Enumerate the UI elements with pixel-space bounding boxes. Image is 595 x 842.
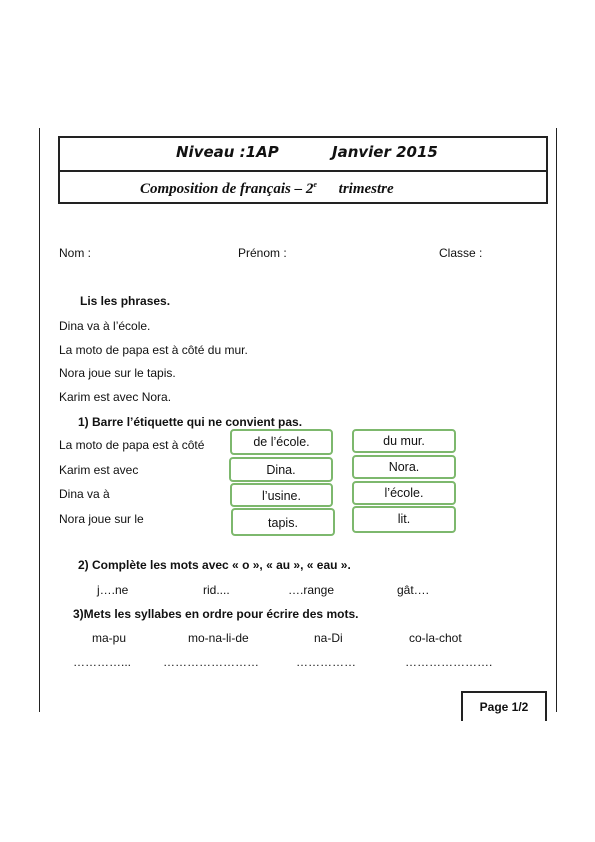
ex3-syllables-1: ma-pu [92,631,127,645]
ex3-syllables-4: co-la-chot [409,631,462,645]
sentence-3: Nora joue sur le tapis. [59,366,176,380]
exercise2-title: 2) Complète les mots avec « o », « au », « eau ». [78,558,351,572]
sentence-1: Dina va à l’école. [59,319,151,333]
ex3-blank-4[interactable]: …………………. [405,655,493,669]
classe-field: Classe : [439,246,483,260]
date-label: Janvier 2015 [332,143,438,161]
ex2-word-4: gât…. [397,583,430,597]
ex3-syllables-3: na-Di [314,631,343,645]
exercise1-title: 1) Barre l’étiquette qui ne convient pas. [78,415,303,429]
label-tag-left-3[interactable]: l’usine. [230,483,333,507]
page-number: Page 1/2 [461,691,547,721]
reading-title: Lis les phrases. [80,294,171,308]
label-tag-right-2[interactable]: Nora. [352,455,456,479]
label-tag-left-2[interactable]: Dina. [229,457,333,482]
ex1-prompt-1: La moto de papa est à côté [59,438,205,452]
ex1-prompt-4: Nora joue sur le [59,512,144,526]
trimestre-text: trimestre [338,181,394,197]
ex1-prompt-2: Karim est avec [59,463,139,477]
left-margin-line [39,128,40,712]
label-tag-right-4[interactable]: lit. [352,506,456,533]
ex3-blank-1[interactable]: …………... [73,655,132,669]
ex2-word-1: j….ne [97,583,129,597]
label-tag-right-1[interactable]: du mur. [352,429,456,453]
composition-text: Composition de français – 2 [140,181,314,197]
ex3-syllables-2: mo-na-li-de [188,631,249,645]
ex3-blank-3[interactable]: …………… [296,655,356,669]
label-tag-left-1[interactable]: de l’école. [230,429,333,455]
nom-field: Nom : [59,246,92,260]
exercise3-title: 3)Mets les syllabes en ordre pour écrire des mots. [73,607,359,621]
sentence-2: La moto de papa est à côté du mur. [59,343,248,357]
right-margin-line [556,128,557,712]
label-tag-right-3[interactable]: l’école. [352,481,456,505]
label-tag-left-4[interactable]: tapis. [231,508,335,536]
sentence-4: Karim est avec Nora. [59,390,172,404]
ex2-word-3: ….range [288,583,335,597]
ex2-word-2: rid.... [203,583,230,597]
composition-sup: e [313,180,317,189]
ex1-prompt-3: Dina va à [59,487,110,501]
header-row-level [60,138,546,172]
ex3-blank-2[interactable]: …………………… [163,655,259,669]
level-label: Niveau :1AP [176,143,279,161]
prenom-field: Prénom : [238,246,287,260]
header-box [58,136,548,204]
composition-title [140,180,394,198]
